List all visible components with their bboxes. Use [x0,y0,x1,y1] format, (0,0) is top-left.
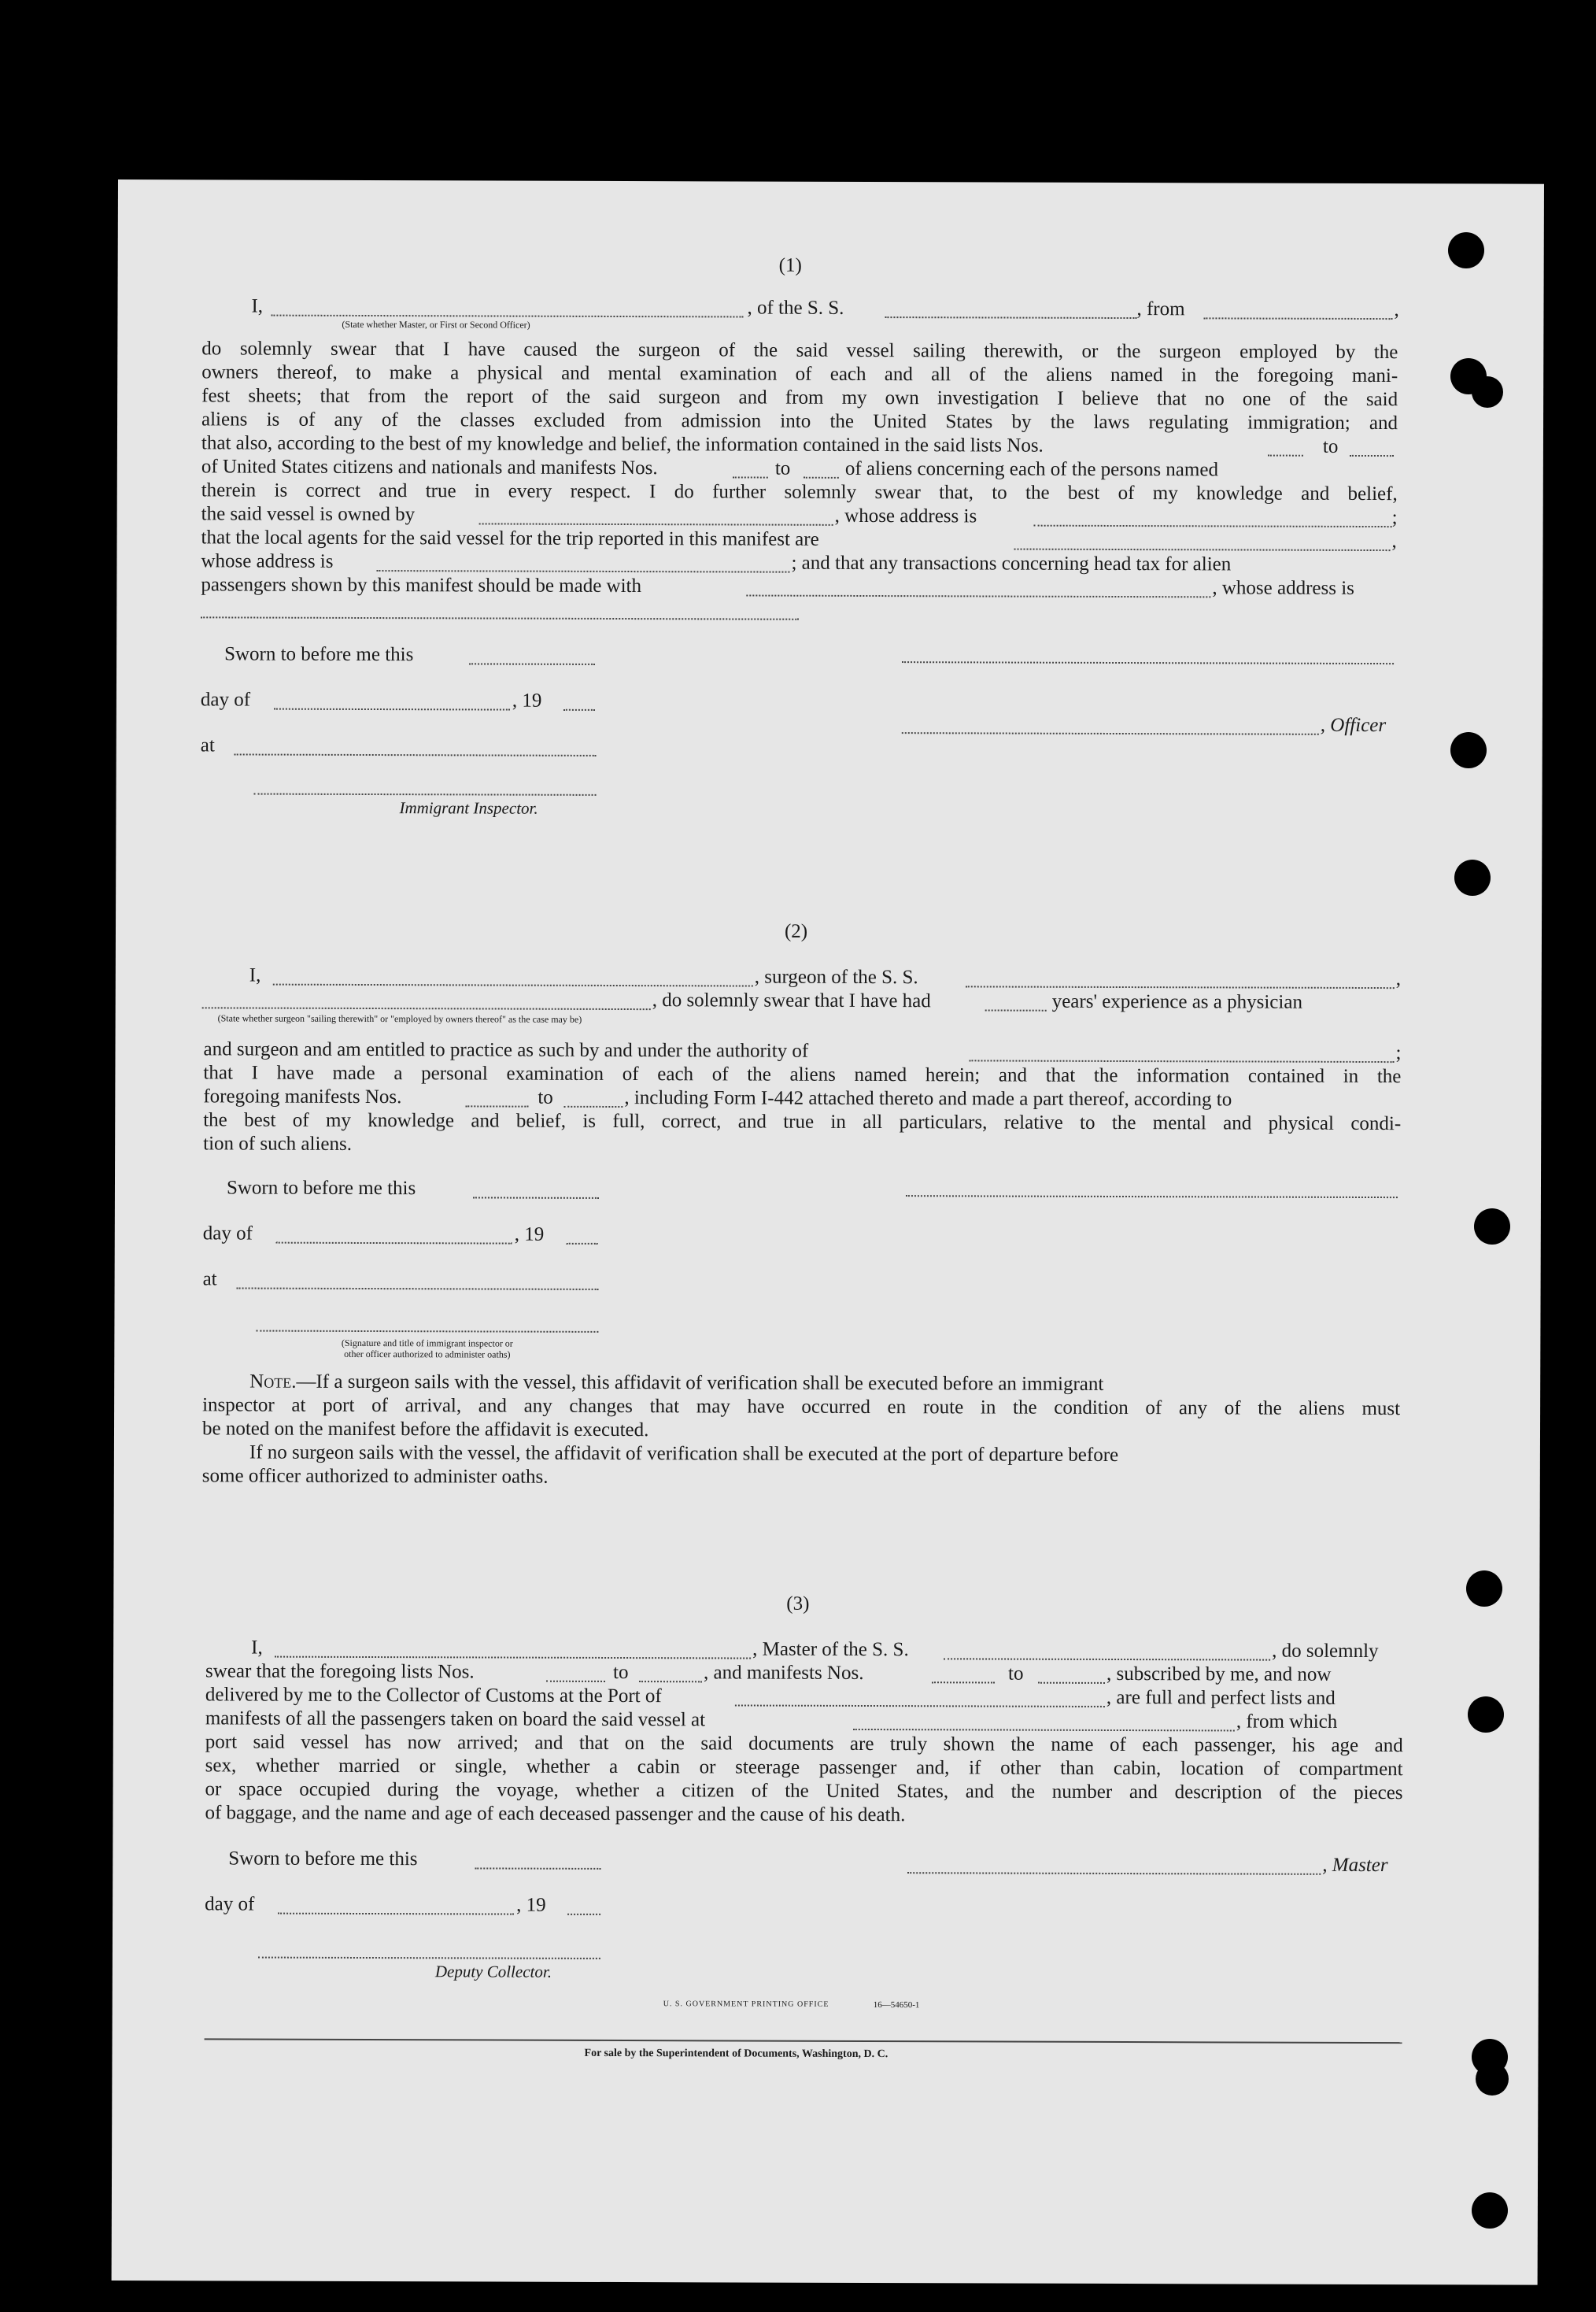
s1-officer-signature-field[interactable] [902,660,1394,664]
s1-sworn-day-field[interactable] [469,662,595,665]
s3-line-6: sex, whether married or single, whether a cabin or steerage passenger and, if other than cabin, location of compartment [205,1755,1403,1781]
s1-dayof: day of [200,689,251,711]
s1-line-6c: of aliens concerning each of the persons named [844,457,1219,481]
s2-surgeon-type-field[interactable] [202,1006,651,1010]
s3-manifests-from-field[interactable] [932,1681,995,1683]
s1-month-field[interactable] [274,708,510,711]
s3-line-2e: , subscribed by me, and now [1106,1663,1332,1685]
s2-sworn: Sworn to before me this [226,1177,416,1200]
s1-i: I, [251,295,264,317]
s1-sworn: Sworn to before me this [224,643,414,666]
s1-line-8c: ; [1391,507,1398,529]
punch-hole [1472,2192,1508,2229]
s3-line-7: or space occupied during the voyage, whether a citizen of the United States, and the number and description of the pieces [205,1778,1403,1804]
s1-vessel-field[interactable] [885,316,1136,319]
s1-owner-field[interactable] [479,522,833,525]
s1-line-1: do solemnly swear that I have caused the surgeon of the said vessel sailing therewith, or the surgeon employed by the [201,338,1398,364]
s3-master-signature-field[interactable] [907,1871,1321,1875]
s3-line-2a: swear that the foregoing lists Nos. [205,1660,475,1683]
s2-surgeon-name-field[interactable] [273,983,753,987]
s3-lists-from-field[interactable] [546,1680,605,1682]
s1-officer-title-field[interactable] [271,314,743,318]
s3-port-field[interactable] [735,1703,1105,1707]
s2-inspector-signature-field[interactable] [256,1330,598,1333]
s3-sworn-day-field[interactable] [475,1866,600,1870]
s1-officer-name-field[interactable] [902,731,1319,735]
s1-line-8a: the said vessel is owned by [201,503,416,526]
s1-line-8b: , whose address is [834,505,977,527]
footer-gpo: U. S. GOVERNMENT PRINTING OFFICE [663,1999,829,2009]
s2-nineteen: , 19 [514,1223,545,1245]
s2-line-7: tion of such aliens. [203,1133,353,1155]
s3-deputy-signature-field[interactable] [258,1956,600,1959]
section-3-number: (3) [786,1593,810,1615]
s1-at-field[interactable] [235,753,597,756]
s1-line-11a: passengers shown by this manifest should be made with [201,574,642,597]
s3-sworn: Sworn to before me this [228,1848,418,1870]
s1-line-3: fest sheets; that from the report of the said surgeon and from my own investigation I believe that no one of the said [201,385,1398,411]
s2-sig-caption-2: other officer authorized to administer oaths) [344,1348,511,1360]
s3-line-8: of baggage, and the name and age of each deceased passenger and the cause of his death. [205,1802,906,1826]
s1-owner-address-field[interactable] [1034,524,1392,527]
s2-at: at [202,1268,217,1290]
footer-sale: For sale by the Superintendent of Documents, Washington, D. C. [584,2047,889,2061]
s2-manifests-to-field[interactable] [563,1105,623,1108]
s2-years-field[interactable] [985,1008,1047,1011]
s1-manifests-from-field[interactable] [733,475,768,478]
s1-officer-label: , Officer [1320,714,1387,737]
s3-master-of: , Master of the S. S. [752,1638,909,1661]
s2-year-field[interactable] [567,1242,598,1245]
punch-hole [1476,2062,1509,2096]
s2-i: I, [249,964,261,986]
s3-deputy-label: Deputy Collector. [434,1962,552,1981]
s1-manifests-to-field[interactable] [804,476,839,479]
s2-line-6: the best of my knowledge and belief, is full, correct, and true in all particulars, relative to the mental and physical condi- [203,1109,1402,1135]
punch-hole [1450,732,1487,768]
s3-port-of-departure-field[interactable] [853,1728,1235,1732]
s1-from: , from [1136,298,1185,320]
s1-line-9b: , [1391,531,1397,553]
s3-master-label: , Master [1322,1854,1388,1877]
s2-line-5c: , including Form I-442 attached thereto and made a part thereof, according to [624,1087,1232,1111]
s2-note-line-1 [249,1371,1103,1396]
s3-line-3a: delivered by me to the Collector of Customs at the Port of [205,1684,662,1707]
s2-note-line-3: be noted on the manifest before the affidavit is executed. [201,1418,649,1441]
section-1-number: (1) [778,254,802,276]
s1-lists-to-field[interactable] [1350,454,1394,457]
s2-line-5b: to [538,1086,553,1108]
s2-manifests-from-field[interactable] [465,1104,528,1107]
s3-line-2b: to [613,1661,629,1684]
s3-line-4b: , from which [1236,1711,1338,1733]
footer-code: 16—54650-1 [873,2000,920,2011]
s1-lists-from-field[interactable] [1268,454,1303,457]
s1-of-ss: , of the S. S. [747,297,844,319]
punch-hole [1454,860,1491,896]
s2-swear: , do solemnly swear that I have had [652,990,931,1012]
s2-note-text-1: —If a surgeon sails with the vessel, this affidavit of verification shall be executed before an immigrant [296,1371,1104,1395]
s3-line-2d: to [1008,1663,1024,1685]
s3-vessel-field[interactable] [944,1657,1270,1660]
s2-note-line-4: If no surgeon sails with the vessel, the affidavit of verification shall be executed at the port of departure before [249,1441,1119,1467]
s3-line-2c: , and manifests Nos. [704,1662,864,1684]
s2-surgeon-of: , surgeon of the S. S. [754,966,918,989]
s3-i: I, [251,1637,263,1659]
s3-manifests-to-field[interactable] [1038,1681,1105,1684]
form-page [112,179,1544,2285]
s2-line-3a: and surgeon and am entitled to practice as such by and under the authority of [203,1038,809,1062]
s1-agents-field[interactable] [1014,548,1391,552]
s1-year-field[interactable] [563,708,595,711]
s3-master-name-field[interactable] [275,1655,751,1659]
s2-line-4: that I have made a personal examination of each of the aliens named herein; and that the information contained in the [203,1062,1402,1088]
s2-note-line-5: some officer authorized to administer oaths. [201,1465,549,1488]
s1-line-2: owners thereof, to make a physical and mental examination of each and all of the aliens named in the foregoing mani- [201,361,1398,387]
s2-caption: (State whether surgeon "sailing therewith" or "employed by owners thereof" as the case may be) [217,1012,582,1025]
s2-authority-field[interactable] [969,1059,1394,1063]
s2-dayof: day of [202,1223,253,1245]
s1-line-5a: that also, according to the best of my knowledge and belief, the information contained in the said lists Nos. [201,432,1044,457]
s2-line-3b: ; [1395,1042,1402,1064]
s3-do-solemnly: , do solemnly [1272,1640,1379,1663]
s1-head-tax-field[interactable] [746,594,1210,598]
s1-at: at [200,734,215,756]
s2-vessel-field[interactable] [966,985,1395,989]
s1-line-10b: ; and that any transactions concerning head tax for alien [791,552,1232,575]
punch-hole [1466,1570,1502,1607]
s1-line-5b: to [1322,435,1339,457]
s3-line-4a: manifests of all the passengers taken on board the said vessel at [205,1707,706,1731]
s2-comma: , [1395,968,1402,990]
punch-hole [1472,376,1503,408]
s1-line-6b: to [774,457,791,479]
s3-month-field[interactable] [278,1912,514,1915]
footer-rule [205,2037,1402,2044]
s2-years-label: years' experience as a physician [1051,990,1303,1013]
s1-inspector-label: Immigrant Inspector. [399,798,538,818]
s1-agents-address-field[interactable] [376,569,789,573]
s2-note-line-2: inspector at port of arrival, and any changes that may have occurred en route in the condition of any of the aliens must [202,1394,1401,1420]
s3-line-3b: , are full and perfect lists and [1106,1686,1336,1709]
s3-year-field[interactable] [567,1913,600,1915]
s1-line-4: aliens is of any of the classes excluded from admission into the United States by the laws regulating immigration; and [201,409,1398,435]
s2-month-field[interactable] [276,1241,512,1245]
s2-line-5a: foregoing manifests Nos. [203,1086,402,1108]
s2-sworn-day-field[interactable] [473,1196,599,1199]
s1-line-11b: , whose address is [1212,577,1354,599]
s3-nineteen: , 19 [516,1894,546,1916]
punch-hole [1468,1696,1504,1733]
s2-note-label: Note. [249,1371,297,1393]
section-2-number: (2) [784,920,808,942]
s1-head-tax-address-field[interactable] [201,616,799,620]
s1-from-field[interactable] [1203,316,1392,320]
s2-sig-caption-1: (Signature and title of immigrant inspector or [341,1337,513,1349]
s3-dayof: day of [205,1893,255,1915]
punch-hole [1474,1208,1510,1245]
s1-caption: (State whether Master, or First or Second Officer) [342,318,530,331]
s3-line-5: port said vessel has now arrived; and that on the said documents are truly shown the name of each passenger, his age and [205,1731,1403,1757]
s1-line-7: therein is correct and true in every respect. I do further solemnly swear that, to the best of my knowledge and belief, [201,479,1398,505]
s1-line-6a: of United States citizens and nationals and manifests Nos. [201,456,658,479]
s2-surgeon-signature-field[interactable] [906,1194,1398,1198]
s1-line-10a: whose address is [201,550,334,572]
s2-at-field[interactable] [237,1286,599,1289]
s3-lists-to-field[interactable] [639,1680,702,1682]
s1-nineteen: , 19 [512,690,542,712]
punch-hole [1448,232,1484,268]
s1-line-9a: that the local agents for the said vessel for the trip reported in this manifest are [201,527,819,550]
s1-comma: , [1394,299,1399,321]
